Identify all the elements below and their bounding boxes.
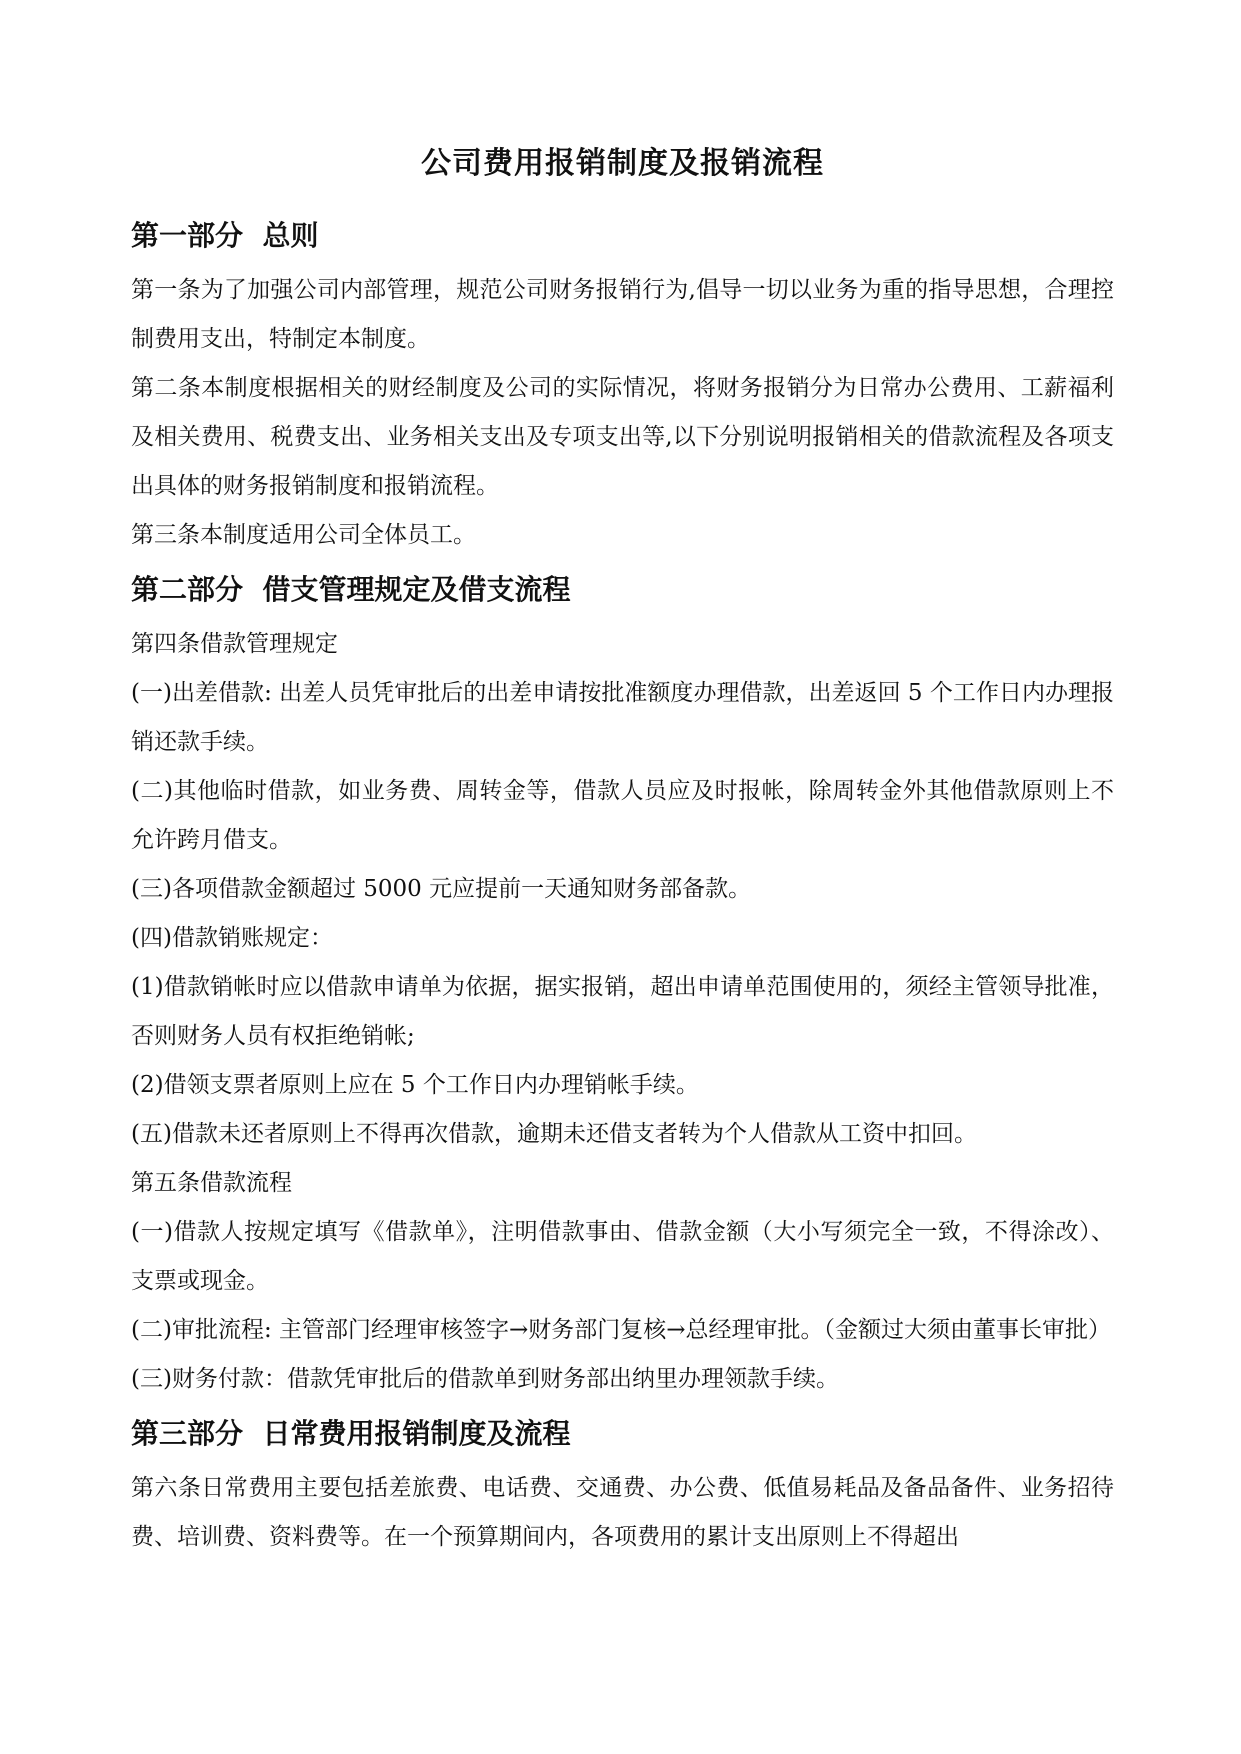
loan-process-3: (三)财务付款：借款凭审批后的借款单到财务部出纳里办理领款手续。 bbox=[131, 1366, 839, 1392]
section-general bbox=[131, 206, 1114, 560]
article-3: 第三条本制度适用公司全体员工。 bbox=[131, 522, 476, 548]
loan-rule-4: (四)借款销账规定： bbox=[131, 925, 333, 951]
article-6: 第六条日常费用主要包括差旅费、电话费、交通费、办公费、低值易耗品及备品备件、业务招待费、培训费、资料费等。在一个预算期间内，各项费用的累计支出原则上不得超出 bbox=[131, 1475, 1114, 1550]
loan-rule-4-2: (2)借领支票者原则上应在 5 个工作日内办理销帐手续。 bbox=[131, 1072, 699, 1098]
section-heading: 第二部分 借支管理规定及借支流程 bbox=[131, 573, 571, 606]
loan-rule-4-1: (1)借款销帐时应以借款申请单为依据，据实报销，超出申请单范围使用的，须经主管领导批准，否则财务人员有权拒绝销帐; bbox=[131, 974, 1114, 1049]
section-loan-management bbox=[131, 560, 1114, 1404]
section-daily-expenses bbox=[131, 1404, 1114, 1562]
section-heading: 第三部分 日常费用报销制度及流程 bbox=[131, 1417, 571, 1450]
loan-process-2: (二)审批流程: 主管部门经理审核签字→财务部门复核→总经理审批。（金额过大须由董事长审批） bbox=[131, 1317, 1112, 1343]
article-4-title: 第四条借款管理规定 bbox=[131, 631, 338, 657]
loan-rule-2: (二)其他临时借款，如业务费、周转金等，借款人员应及时报帐，除周转金外其他借款原则上不允许跨月借支。 bbox=[131, 778, 1114, 853]
loan-process-1: (一)借款人按规定填写《借款单》，注明借款事由、借款金额（大小写须完全一致，不得涂改）、支票或现金。 bbox=[131, 1219, 1114, 1294]
article-5-title: 第五条借款流程 bbox=[131, 1170, 292, 1196]
article-2: 第二条本制度根据相关的财经制度及公司的实际情况，将财务报销分为日常办公费用、工薪福利及相关费用、税费支出、业务相关支出及专项支出等,以下分别说明报销相关的借款流程及各项支出具体的财务报销制度和报销流程。 bbox=[131, 375, 1114, 499]
section-heading: 第一部分 总则 bbox=[131, 219, 319, 252]
document-title: 公司费用报销制度及报销流程 bbox=[421, 146, 824, 181]
article-1: 第一条为了加强公司内部管理，规范公司财务报销行为,倡导一切以业务为重的指导思想，合理控制费用支出，特制定本制度。 bbox=[131, 277, 1114, 352]
loan-rule-3: (三)各项借款金额超过 5000 元应提前一天通知财务部备款。 bbox=[131, 876, 752, 902]
loan-rule-5: (五)借款未还者原则上不得再次借款，逾期未还借支者转为个人借款从工资中扣回。 bbox=[131, 1121, 977, 1147]
document-body bbox=[131, 138, 1114, 1562]
loan-rule-1: (一)出差借款: 出差人员凭审批后的出差申请按批准额度办理借款，出差返回 5 个工作日内办理报销还款手续。 bbox=[131, 680, 1114, 755]
